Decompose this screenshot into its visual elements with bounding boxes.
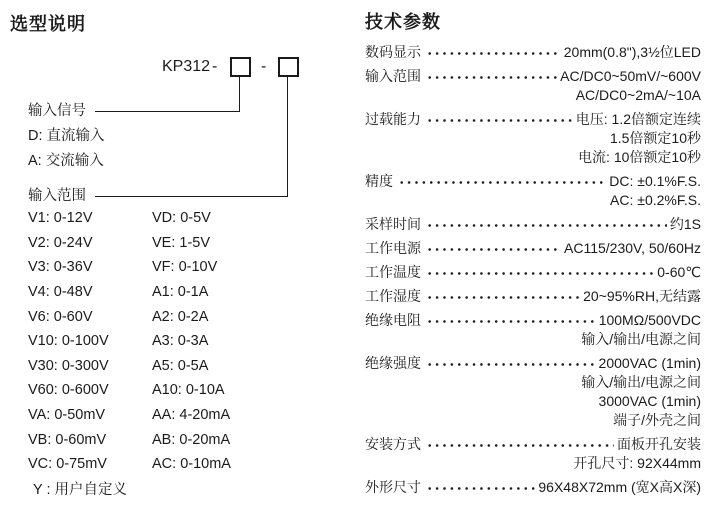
model-separator: -: [261, 58, 267, 75]
param-value: AC115/230V, 50/60Hz: [564, 240, 701, 256]
param-value-cont: 开孔尺寸: 92X44mm: [573, 455, 701, 471]
param-digital-display: [365, 43, 701, 62]
param-value-cont: AC/DC0~2mA/~10A: [575, 87, 701, 103]
param-value: 100MΩ/500VDC: [598, 312, 701, 328]
dot-leader: [396, 172, 606, 191]
dot-leader: [424, 435, 614, 454]
param-operating-temp: [365, 263, 701, 282]
range-option: VA: 0-50mV: [28, 407, 106, 424]
range-option: V3: 0-36V: [28, 259, 93, 276]
range-connector-hline: [95, 196, 288, 197]
param-value-cont: 输入/输出/电源之间: [581, 331, 701, 347]
signal-code-box: [230, 57, 251, 77]
range-option: A10: 0-10A: [152, 382, 225, 399]
param-label: 安装方式: [365, 436, 421, 452]
param-value-cont: 电流: 10倍额定10秒: [578, 149, 701, 165]
param-value-cont: AC: ±0.2%F.S.: [610, 192, 701, 208]
range-option: VB: 0-60mV: [28, 431, 107, 448]
signal-option-dc: D: 直流输入: [28, 128, 105, 144]
dot-leader: [424, 311, 596, 330]
param-label: 工作湿度: [365, 288, 421, 304]
param-value: 96X48X72mm (宽X高X深): [538, 479, 701, 495]
range-connector-vline: [287, 77, 288, 196]
range-option: A3: 0-3A: [152, 333, 209, 350]
param-label: 绝缘强度: [365, 355, 421, 371]
param-overload: [365, 110, 701, 167]
param-label: 采样时间: [365, 216, 421, 232]
range-option: V6: 0-60V: [28, 308, 93, 325]
param-label: 绝缘电阻: [365, 312, 421, 328]
signal-connector-hline: [95, 111, 240, 112]
range-option: V4: 0-48V: [28, 284, 93, 301]
param-dielectric-strength: [365, 354, 701, 430]
dot-leader: [424, 239, 561, 258]
dot-leader: [424, 43, 561, 62]
dot-leader: [424, 110, 573, 129]
param-value: 0-60℃: [657, 264, 701, 280]
range-option: AC: 0-10mA: [152, 456, 231, 473]
param-value: DC: ±0.1%F.S.: [609, 173, 701, 189]
input-range-label: 输入范围: [28, 188, 86, 204]
param-value: 2000VAC (1min): [598, 355, 701, 371]
param-label: 过载能力: [365, 111, 421, 127]
param-value: 20mm(0.8"),3½位LED: [563, 44, 701, 60]
dot-leader: [424, 263, 654, 282]
param-mounting: [365, 435, 701, 473]
param-value-cont: 1.5倍额定10秒: [609, 130, 701, 146]
range-option: V10: 0-100V: [28, 333, 109, 350]
range-option: V2: 0-24V: [28, 234, 93, 251]
range-option: VE: 1-5V: [152, 234, 211, 251]
signal-connector-vline: [239, 77, 240, 111]
tech-params-section: [365, 8, 701, 502]
param-value: AC/DC0~50mV/~600V: [560, 68, 701, 84]
param-label: 数码显示: [365, 44, 421, 60]
param-value: 电压: 1.2倍额定连续: [575, 111, 701, 127]
param-operating-humidity: [365, 287, 701, 306]
param-accuracy: [365, 172, 701, 210]
range-option: A5: 0-5A: [152, 357, 209, 374]
dot-leader: [424, 215, 667, 234]
range-option: V30: 0-300V: [28, 357, 109, 374]
param-value-cont: 输入/输出/电源之间: [581, 374, 701, 390]
range-option: AA: 4-20mA: [152, 407, 231, 424]
range-option: VD: 0-5V: [152, 210, 211, 227]
range-option: A2: 0-2A: [152, 308, 209, 325]
param-dimensions: [365, 478, 701, 497]
param-label: 外形尺寸: [365, 479, 421, 495]
param-power-supply: [365, 239, 701, 258]
range-code-box: [278, 57, 299, 77]
dot-leader: [424, 67, 557, 86]
param-value: 约1S: [669, 216, 701, 232]
param-value: 20~95%RH,无结露: [583, 288, 701, 304]
dot-leader: [424, 478, 535, 497]
param-value: 面板开孔安装: [617, 436, 701, 452]
param-sampling-time: [365, 215, 701, 234]
selection-guide-title: 选型说明: [10, 14, 86, 34]
range-option: V1: 0-12V: [28, 210, 93, 227]
input-range-list: [28, 206, 231, 501]
dot-leader: [424, 287, 580, 306]
range-option: VF: 0-10V: [152, 259, 218, 276]
range-option-custom: Y : 用户自定义: [33, 482, 127, 499]
input-signal-label: 输入信号: [28, 103, 86, 119]
range-option: A1: 0-1A: [152, 284, 209, 301]
signal-option-ac: A: 交流输入: [28, 153, 104, 169]
param-input-range: [365, 67, 701, 105]
model-separator: -: [212, 58, 218, 75]
param-label: 输入范围: [365, 68, 421, 84]
dot-leader: [424, 354, 596, 373]
param-insulation-resistance: [365, 311, 701, 349]
param-value-cont: 3000VAC (1min): [598, 393, 701, 409]
range-option: AB: 0-20mA: [152, 431, 231, 448]
model-prefix: KP312: [162, 58, 211, 75]
param-label: 工作温度: [365, 264, 421, 280]
tech-params-title: 技术参数: [365, 12, 441, 32]
range-option: VC: 0-75mV: [28, 456, 107, 473]
param-label: 工作电源: [365, 240, 421, 256]
param-label: 精度: [365, 173, 393, 189]
range-option: V60: 0-600V: [28, 382, 109, 399]
param-value-cont: 端子/外壳之间: [613, 412, 701, 428]
